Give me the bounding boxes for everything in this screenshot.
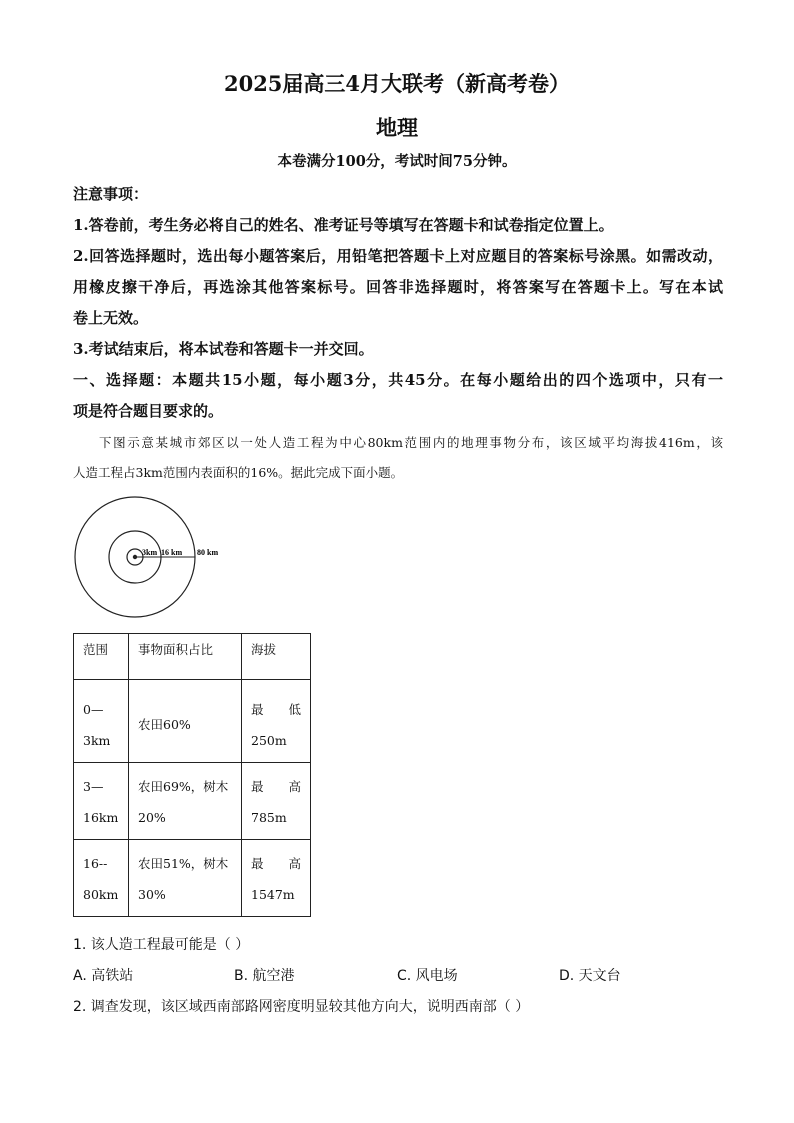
notes-item-1: 1.答卷前，考生务必将自己的姓名、准考证号等填写在答题卡和试卷指定位置上。: [73, 216, 614, 234]
intro-line-2: 人造工程占3km范围内表面积的16%。据此完成下面小题。: [73, 465, 404, 480]
exam-subject: 地理: [376, 115, 418, 140]
cell-range: 3—: [83, 779, 104, 794]
table-row: [74, 763, 311, 840]
cell-range: 16km: [83, 810, 119, 825]
cell-range: 16--: [83, 856, 108, 871]
cell-share: 农田51%，树木: [138, 856, 229, 871]
geo-data-table: [73, 633, 311, 917]
notes-item-3: 3.考试结束后，将本试卷和答题卡一并交回。: [73, 340, 374, 358]
table-row: [74, 840, 311, 917]
q1-option-a[interactable]: A. 高铁站: [73, 968, 134, 984]
cell-altitude-label: 最低: [251, 702, 301, 717]
cell-altitude-label: 最高: [251, 779, 301, 794]
header-altitude: 海拔: [242, 634, 311, 680]
section-heading-line-2: 项是符合题目要求的。: [73, 402, 224, 420]
concentric-rings-figure: [70, 492, 240, 622]
cell-altitude-label: 最高: [251, 856, 301, 871]
cell-range: 80km: [83, 887, 119, 902]
notes-heading: 注意事项：: [73, 185, 149, 203]
notes-item-2-line-2: 用橡皮擦干净后，再选涂其他答案标号。回答非选择题时，将答案写在答题卡上。写在本试: [73, 278, 723, 296]
cell-range: 0—: [83, 702, 104, 717]
cell-altitude: 250m: [251, 733, 287, 748]
cell-share: 30%: [138, 887, 166, 902]
q1-option-b[interactable]: B. 航空港: [234, 968, 295, 984]
q1-option-d[interactable]: D. 天文台: [559, 968, 621, 984]
intro-line-1: 下图示意某城市郊区以一处人造工程为中心80km范围内的地理事物分布，该区域平均海拔416m，该: [99, 435, 723, 450]
cell-share: 农田69%，树木: [138, 779, 229, 794]
table-row: [74, 680, 311, 763]
notes-item-2-line-3: 卷上无效。: [73, 309, 149, 327]
label-3km: 3km: [142, 548, 158, 557]
intro-paragraph: [73, 428, 723, 488]
cell-share: 20%: [138, 810, 166, 825]
question-2: 2. 调查发现，该区域西南部路网密度明显较其他方向大，说明西南部（ ）: [73, 999, 530, 1015]
exam-meta: 本卷满分100分，考试时间75分钟。: [277, 153, 517, 170]
header-share: 事物面积占比: [129, 634, 242, 680]
q1-option-c[interactable]: C. 风电场: [397, 968, 458, 984]
exam-title: 2025届高三4月大联考（新高考卷）: [223, 71, 571, 96]
label-80km: 80 km: [197, 548, 219, 557]
cell-altitude: 785m: [251, 810, 287, 825]
section-heading-line-1: 一、选择题：本题共15小题，每小题3分，共45分。在每小题给出的四个选项中，只有一: [73, 371, 723, 389]
cell-range: 3km: [83, 733, 111, 748]
cell-altitude: 1547m: [251, 887, 295, 902]
question-1: 1. 该人造工程最可能是（ ）: [73, 937, 250, 953]
table-header-row: [74, 634, 311, 680]
notes-item-2-line-1: 2.回答选择题时，选出每小题答案后，用铅笔把答题卡上对应题目的答案标号涂黑。如需改动，: [73, 247, 723, 265]
header-range: 范围: [74, 634, 129, 680]
cell-share: 农田60%: [138, 717, 191, 732]
label-16km: 16 km: [161, 548, 183, 557]
